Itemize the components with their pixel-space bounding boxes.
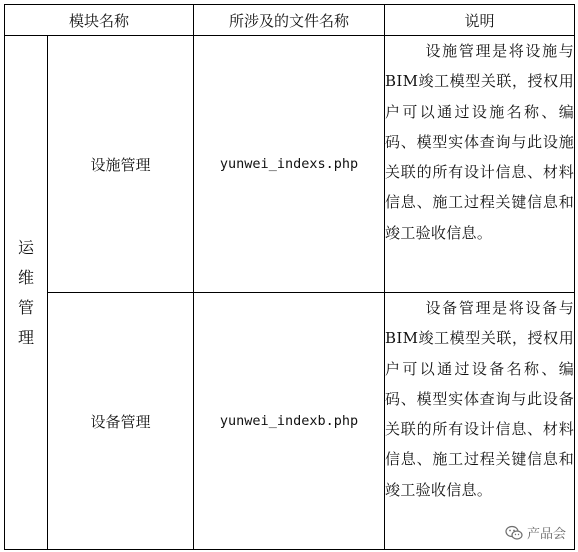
header-description: 说明 <box>385 5 575 36</box>
file-name-cell: yunwei_indexb.php <box>194 293 385 550</box>
module-name-cell: 设备管理 <box>48 293 194 550</box>
module-name-cell: 设施管理 <box>48 36 194 293</box>
group-label-char: 运 <box>17 237 34 257</box>
group-cell-ops-management <box>5 36 48 550</box>
watermark <box>505 523 566 542</box>
table-row <box>5 293 575 550</box>
group-label <box>5 233 47 353</box>
watermark-text: 产品会 <box>526 527 566 542</box>
module-table <box>4 4 575 550</box>
table-row <box>5 36 575 293</box>
description-cell: 设施管理是将设施与BIM竣工模型关联，授权用户可以通过设施名称、编码、模型实体查询与此设施关联的所有设计信息、材料信息、施工过程关键信息和竣工验收信息。 <box>385 36 575 293</box>
description-cell: 设备管理是将设备与BIM竣工模型关联，授权用户可以通过设备名称、编码、模型实体查询与此设备关联的所有设计信息、材料信息、施工过程关键信息和竣工验收信息。 <box>385 293 575 550</box>
header-row <box>5 5 575 36</box>
group-label-char: 维 <box>17 267 34 287</box>
group-label-char: 理 <box>17 327 34 347</box>
group-label-char: 管 <box>17 297 34 317</box>
wechat-icon <box>505 525 523 541</box>
header-module-name: 模块名称 <box>5 5 194 36</box>
header-file-name: 所涉及的文件名称 <box>194 5 385 36</box>
file-name-cell: yunwei_indexs.php <box>194 36 385 293</box>
